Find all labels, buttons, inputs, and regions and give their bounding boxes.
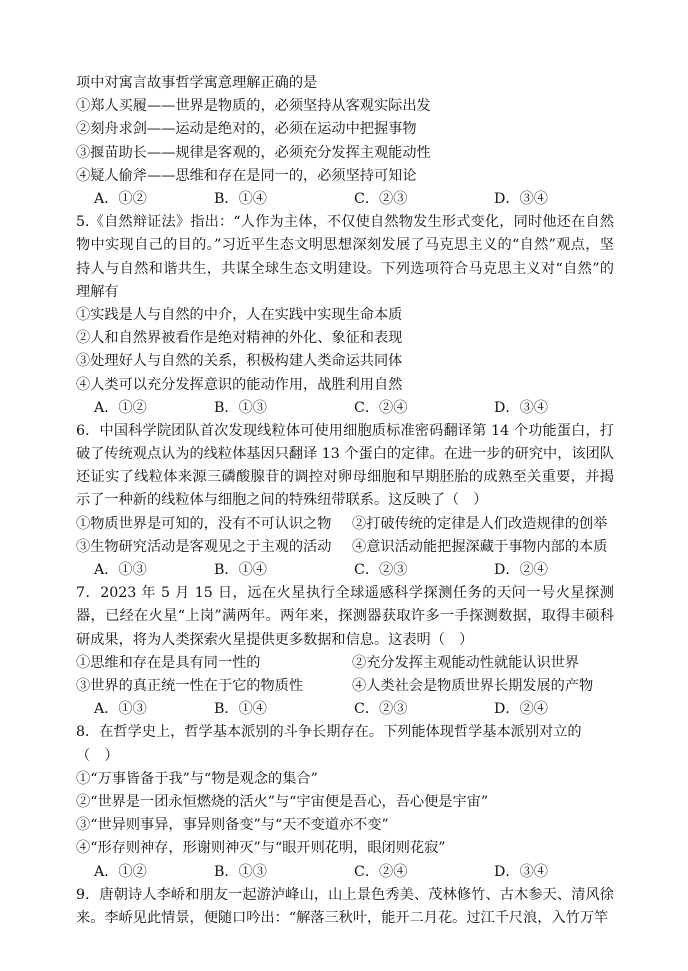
q8-choices: [76, 861, 614, 884]
q5-choice-d: D．③④: [494, 399, 548, 416]
q6-option-3: ③生物研究活动是客观见之于主观的活动: [76, 538, 332, 555]
q5-choice-c: C．②④: [354, 399, 408, 416]
q7-option-row-1: [76, 652, 614, 675]
q6-stem: 6．中国科学院团队首次发现线粒体可使用细胞质标准密码翻译第 14 个功能蛋白，打破了传统观点认为的线粒体基因只翻译 13 个蛋白的定律。在进一步的研究中，该团队还证实了线粒体来源三磷酸腺苷的调控对卵母细胞和早期胚胎的成熟至关重要，并揭示了一种新的线粒体与细胞之间的特殊纽带联系。这反映了（ ）: [76, 422, 614, 509]
q8-choice-d: D．③④: [494, 863, 548, 880]
q5-option-4: ④人类可以充分发挥意识的能动作用，战胜利用自然: [76, 376, 403, 393]
q4-choices: [76, 188, 614, 211]
q7-choice-b: B．①④: [214, 701, 267, 718]
q6-choice-a: A．①③: [94, 562, 147, 579]
q8-option-1: ①“万事皆备于我”与“物是观念的集合”: [76, 770, 318, 787]
intro-line: 项中对寓言故事哲学寓意理解正确的是: [76, 75, 318, 91]
q7-option-1: ①思维和存在是具有同一性的: [76, 654, 261, 671]
q7-choice-a: A．①③: [94, 701, 147, 718]
q6-choices: [76, 559, 614, 582]
q4-choice-c: C．②③: [354, 190, 408, 207]
q5-block: [76, 211, 614, 420]
q5-option-3: ③处理好人与自然的关系，积极构建人类命运共同体: [76, 353, 403, 370]
q8-option-2: ②“世界是一团永恒燃烧的活火”与“宇宙便是吾心，吾心便是宇宙”: [76, 793, 489, 810]
q6-choice-d: D．②④: [494, 562, 548, 579]
q6-option-row-2: [76, 536, 614, 559]
q6-block: [76, 420, 614, 582]
q6-choice-c: C．②③: [354, 562, 408, 579]
q7-option-3: ③世界的真正统一性在于它的物质性: [76, 678, 304, 695]
q4-choice-b: B．①④: [214, 190, 267, 207]
q5-option-2: ②人和自然界被看作是绝对精神的外化、象征和表现: [76, 330, 403, 347]
q6-option-row-1: [76, 513, 614, 536]
page-content: [76, 72, 614, 930]
q8-choice-a: A．①②: [94, 863, 147, 880]
q7-option-4: ④人类社会是物质世界长期发展的产物: [352, 678, 594, 695]
q4-option-4: ④疑人偷斧——思维和存在是同一的，必须坚持可知论: [76, 167, 417, 184]
q7-choices: [76, 698, 614, 721]
q7-option-row-2: [76, 675, 614, 698]
q8-stem-line-1: 8．在哲学史上，哲学基本派别的斗争长期存在。下列能体现哲学基本派别对立的: [76, 724, 582, 741]
q7-block: [76, 582, 614, 721]
q7-stem: 7．2023 年 5 月 15 日，远在火星执行全球遥感科学探测任务的天问一号火星探测器，已经在火星“上岗”满两年。两年来，探测器获取许多一手探测数据，取得丰硕科研成果，将为人类探索火星提供更多数据和信息。这表明（ ）: [76, 585, 614, 648]
q4-option-3: ③揠苗助长——规律是客观的，必须充分发挥主观能动性: [76, 144, 431, 161]
q8-option-4: ④“形存则神存，形谢则神灭”与“眼开则花明，眼闭则花寂”: [76, 840, 446, 857]
q5-stem: 5.《自然辩证法》指出：“人作为主体，不仅使自然物发生形式变化，同时他还在自然物中实现自己的目的。”习近平生态文明思想深刻发展了马克思主义的“自然”观点，坚持人与自然和谐共生，共谋全球生态文明建设。下列选项符合马克思主义对“自然”的理解有: [76, 214, 614, 300]
q7-choice-d: D．②④: [494, 701, 548, 718]
q8-stem-line-2: （ ）: [76, 747, 119, 764]
q8-choice-c: C．②④: [354, 863, 408, 880]
q9-block: [76, 884, 614, 930]
q6-option-2: ②打破传统的定律是人们改造规律的创举: [352, 515, 608, 532]
q4-option-2: ②刻舟求剑——运动是绝对的，必须在运动中把握事物: [76, 121, 417, 138]
q4-choice-a: A．①②: [94, 190, 147, 207]
q6-choice-b: B．①④: [214, 562, 267, 579]
q8-option-3: ③“世异则事异，事异则备变”与“天不变道亦不变”: [76, 817, 389, 834]
q6-option-4: ④意识活动能把握深藏于事物内部的本质: [352, 538, 608, 555]
q4-option-1: ①郑人买履——世界是物质的，必须坚持从客观实际出发: [76, 98, 431, 115]
q5-option-1: ①实践是人与自然的中介，人在实践中实现生命本质: [76, 306, 403, 323]
q5-choices: [76, 397, 614, 420]
q4-choice-d: D．③④: [494, 190, 548, 207]
q8-choice-b: B．①③: [214, 863, 267, 880]
q6-option-1: ①物质世界是可知的，没有不可认识之物: [76, 515, 332, 532]
q8-block: [76, 721, 614, 883]
q7-option-2: ②充分发挥主观能动性就能认识世界: [352, 654, 580, 671]
q9-stem: 9．唐朝诗人李峤和朋友一起游泸峰山，山上景色秀美、茂林修竹、古木参天、清风徐来。李峤见此情景，便随口吟出：“解落三秋叶，能开二月花。过江千尺浪，入竹万竿: [76, 886, 614, 926]
q5-choice-b: B．①③: [214, 399, 267, 416]
q4-block: [76, 95, 614, 211]
q5-choice-a: A．①②: [94, 399, 147, 416]
q7-choice-c: C．②③: [354, 701, 408, 718]
